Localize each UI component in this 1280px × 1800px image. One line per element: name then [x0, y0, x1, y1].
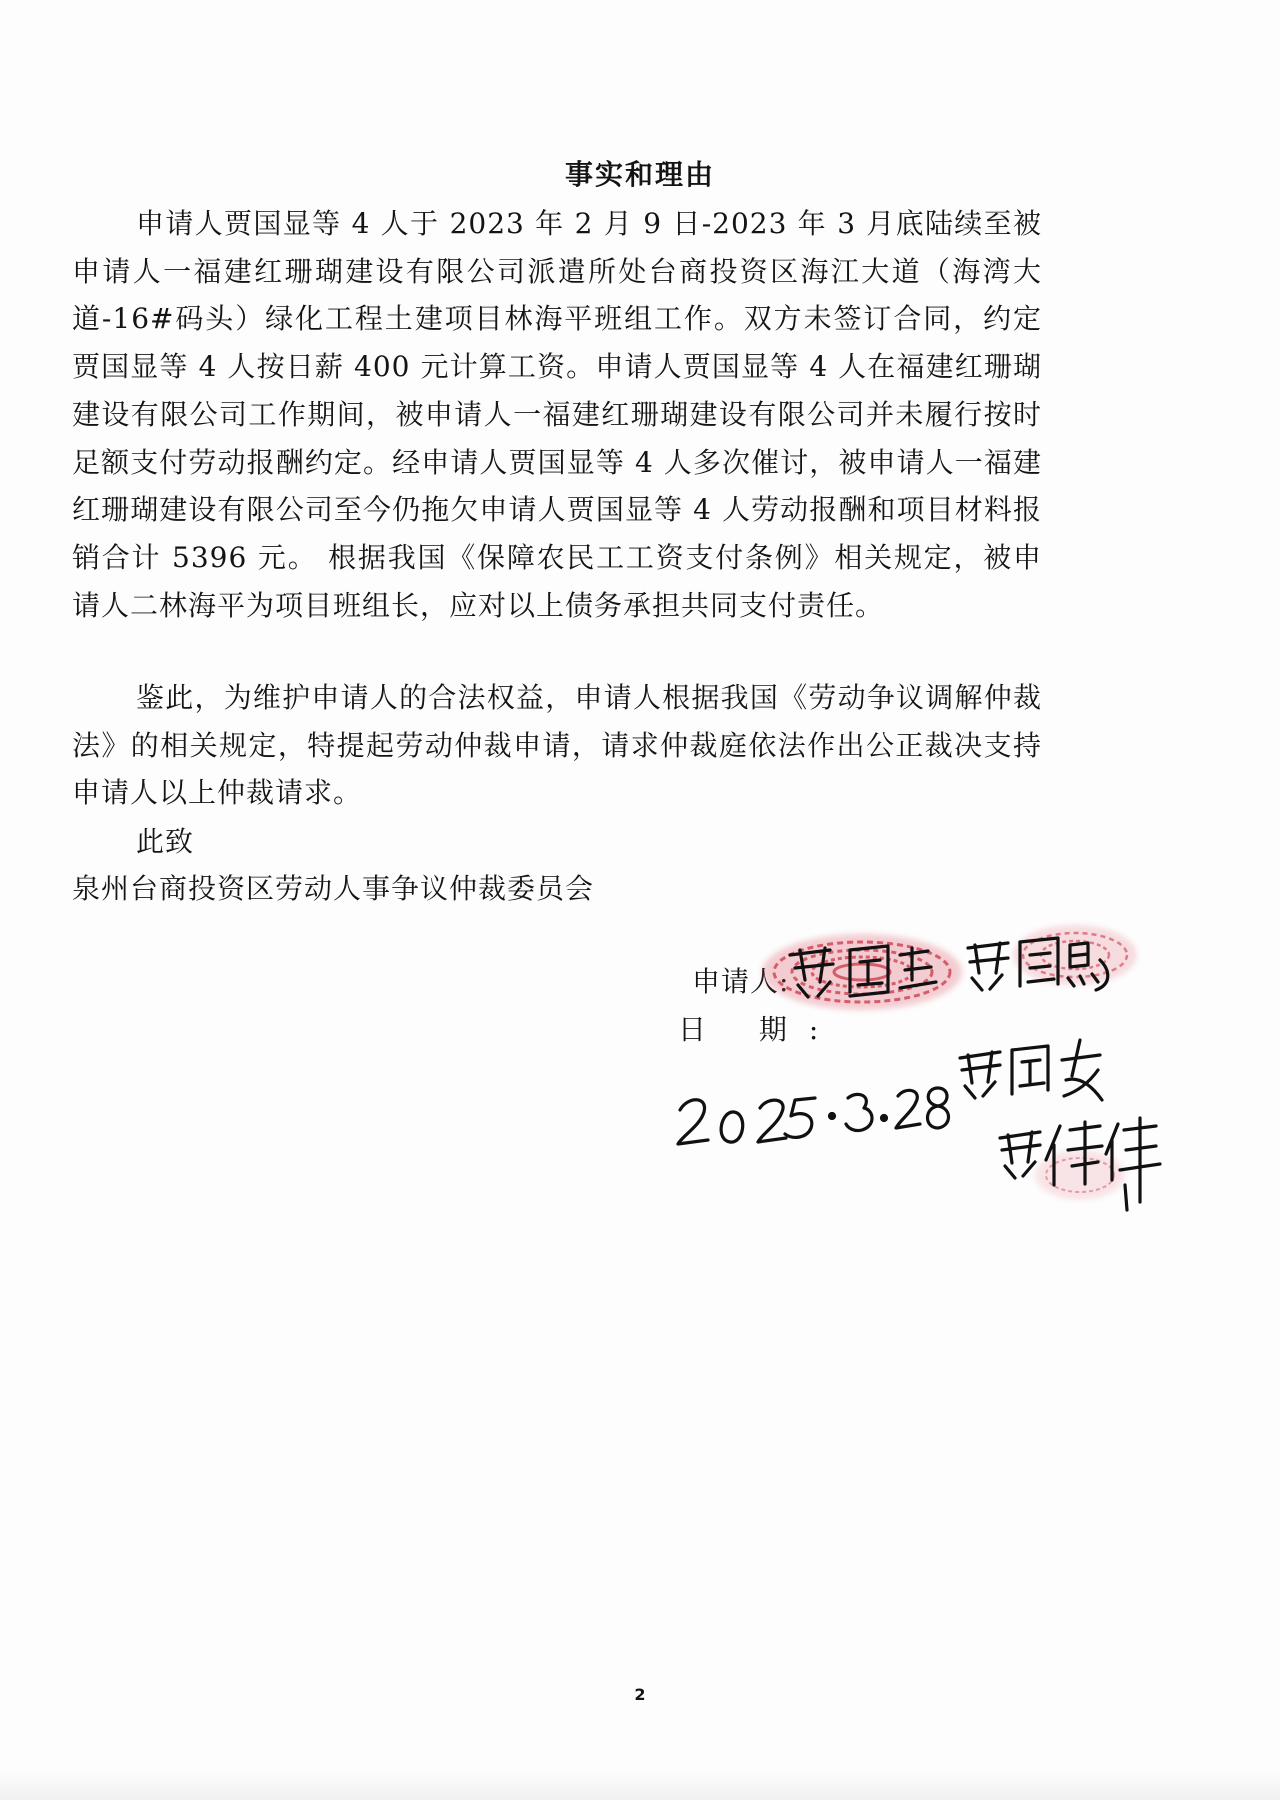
scan-edge-shadow	[0, 1770, 1280, 1800]
applicant-label: 申请人:	[692, 965, 790, 998]
addressee: 泉州台商投资区劳动人事争议仲裁委员会	[72, 872, 595, 905]
body-paragraph-request: 鉴此，为维护申请人的合法权益，申请人根据我国《劳动争议调解仲裁法》的相关规定，特提起劳动仲裁申请，请求仲裁庭依法作出公正裁决支持申请人以上仲裁请求。	[72, 681, 1042, 810]
fingerprint-stamp-icon	[1035, 1150, 1125, 1200]
page-number: 2	[634, 1685, 646, 1704]
date-label: 日 期:	[678, 1013, 841, 1046]
fingerprint-stamp-icon	[762, 934, 962, 1010]
salutation: 此致	[136, 825, 195, 858]
fingerprint-stamp-icon	[1013, 925, 1137, 985]
body-paragraph-facts: 申请人贾国显等 4 人于 2023 年 2 月 9 日-2023 年 3 月底陆续至被申请人一福建红珊瑚建设有限公司派遣所处台商投资区海江大道（海湾大道-16#码头）绿化工程土建项目林海平班组工作。双方未签订合同，约定贾国显等 4 人按日薪 400 元计算工资。申请人贾国显等 4 人在福建红珊瑚建设有限公司工作期间，被申请人一福建红珊瑚建设有限公司并未履行按时足额支付劳动报酬约定。经申请人贾国显等 4 人多次催讨，被申请人一福建红珊瑚建设有限公司至今仍拖欠申请人贾国显等 4 人劳动报酬和项目材料报销合计 5396 元。 根据我国《保障农民工工资支付条例》相关规定，被申请人二林海平为项目班组长，应对以上债务承担共同支付责任。	[72, 207, 1042, 622]
page-title: 事实和理由	[564, 158, 715, 191]
